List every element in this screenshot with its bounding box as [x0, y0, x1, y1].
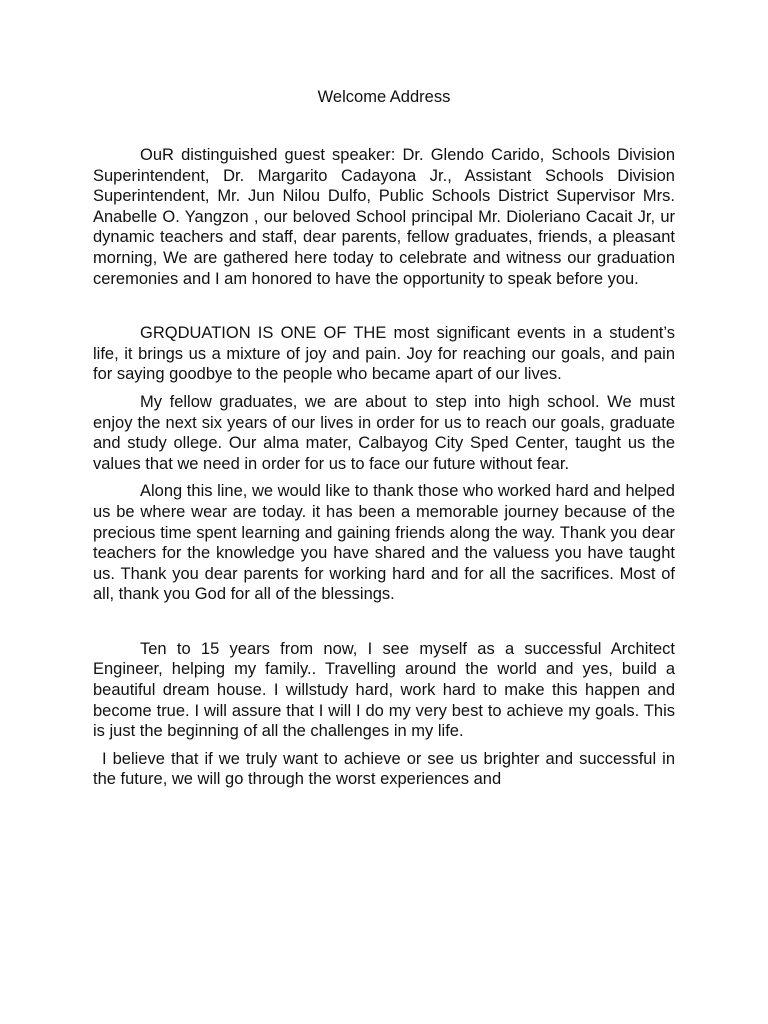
paragraph-future: Ten to 15 years from now, I see myself as a successful Architect Engineer, helping my family.. Travelling around the world and yes, build a beautiful dream house. I willstudy hard, work hard to make this happen and become true. I will assure that I will I do my very best to achieve my goals. This is just the beginning of all the challenges in my life.: [93, 639, 675, 741]
document-body: [93, 145, 675, 797]
paragraph-fellow-graduates: My fellow graduates, we are about to step into high school. We must enjoy the next six years of our lives in order for us to reach our goals, graduate and study ollege. Our alma mater, Calbayog City Sped Center, taught us the values that we need in order for us to face our future without fear.: [93, 392, 675, 473]
document-title: Welcome Address: [317, 88, 451, 106]
paragraph-greeting: OuR distinguished guest speaker: Dr. Glendo Carido, Schools Division Superintendent, Dr. Margarito Cadayona Jr., Assistant Schools Division Superintendent, Mr. Jun Nilou Dulfo, Public Schools District Supervisor Mrs. Anabelle O. Yangzon , our beloved School principal Mr. Dioleriano Cacait Jr, ur dynamic teachers and staff, dear parents, fellow graduates, friends, a pleasant morning, We are gathered here today to celebrate and witness our graduation ceremonies and I am honored to have the opportunity to speak before you.: [93, 146, 675, 288]
paragraph-graduation: GRQDUATION IS ONE OF THE most significant events in a student’s life, it brings us a mixture of joy and pain. Joy for reaching our goals, and pain for saying goodbye to the people who became apart of our lives.: [93, 324, 675, 384]
paragraph-thanks: Along this line, we would like to thank those who worked hard and helped us be where wear are today. it has been a memorable journey because of the precious time spent learning and gaining friends along the way. Thank you dear teachers for the knowledge you have shared and the valuess you have taught us. Thank you dear parents for working hard and for all the sacrifices. Most of all, thank you God for all of the blessings.: [93, 482, 675, 604]
paragraph-belief: I believe that if we truly want to achieve or see us brighter and successful in the future, we will go through the worst experiences and: [93, 749, 675, 789]
